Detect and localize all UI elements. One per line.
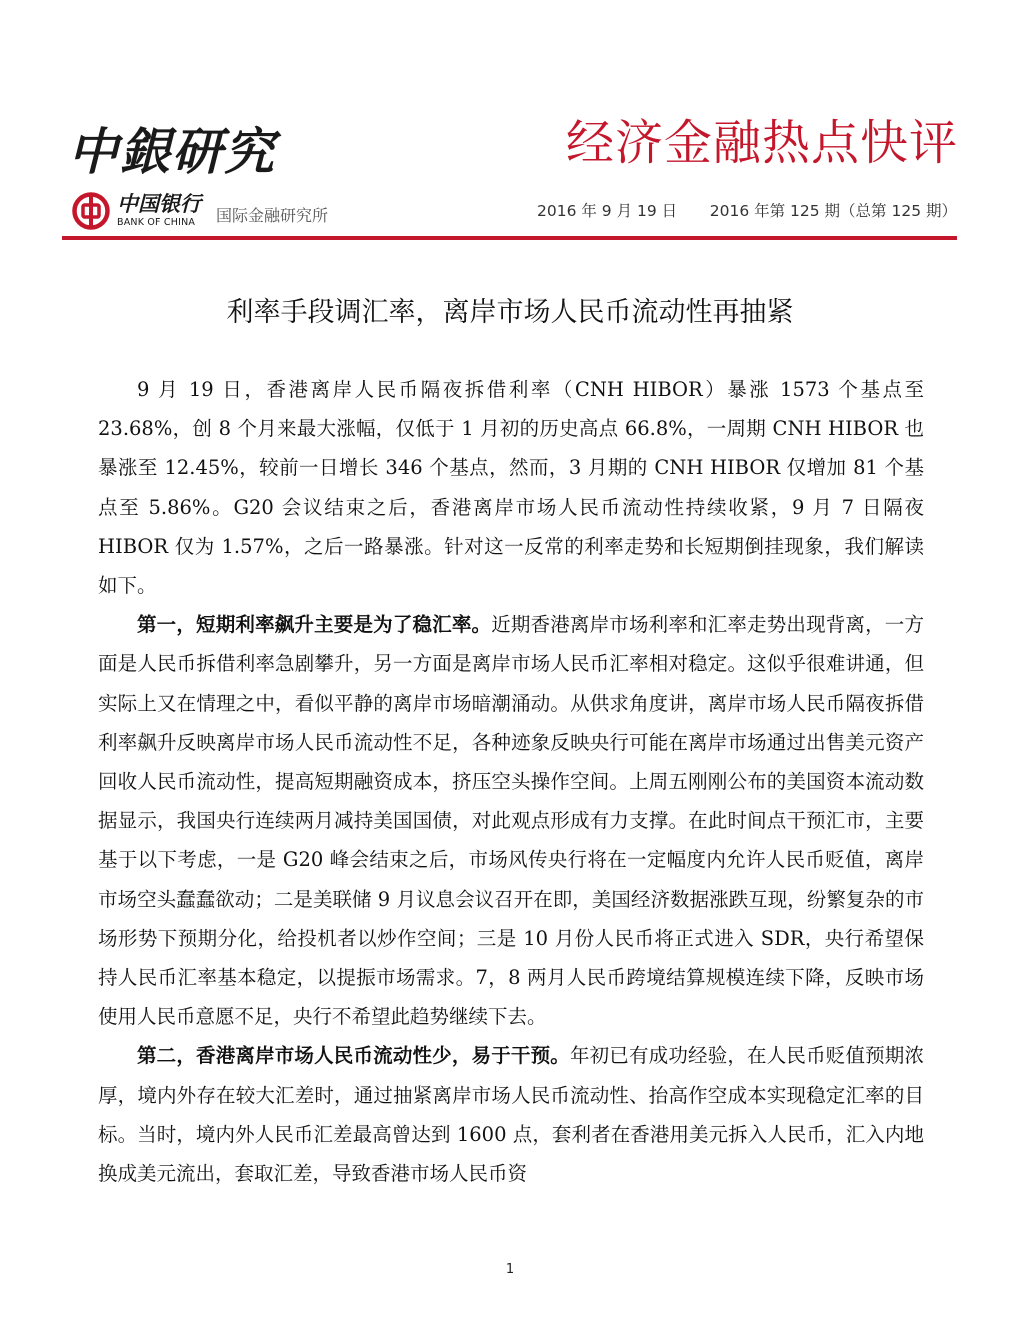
series-title: 经济金融热点快评	[565, 115, 958, 171]
issue-number: 2016 年第 125 期（总第 125 期）	[709, 202, 957, 220]
bank-name-cn: 中国银行	[117, 191, 201, 216]
paragraph-text: 年初已有成功经验，在人民币贬值预期浓厚，境内外存在较大汇差时，通过抽紧离岸市场人民币流动性、抬高作空成本实现稳定汇率的目标。当时，境内外人民币汇差最高曾达到 1600 点，套利者在香港用美元拆入人民币，汇入内地换成美元流出，套取汇差，导致香港市场人民币资	[98, 1044, 924, 1186]
page-number: 1	[505, 1262, 515, 1277]
header-divider	[62, 236, 957, 240]
paragraph-text: 9 月 19 日，香港离岸人民币隔夜拆借利率（CNH HIBOR）暴涨 1573 个基点至 23.68%，创 8 个月来最大涨幅，仅低于 1 月初的历史高点 66.8%，一周期 CNH HIBOR 也暴涨至 12.45%，较前一日增长 346 个基点，然而，3 月期的 CNH HIBOR 仅增加 81 个基点至 5.86%。G20 会议结束之后，香港离岸市场人民币流动性持续收紧，9 月 7 日隔夜 HIBOR 仅为 1.57%，之后一路暴涨。针对这一反常的利率走势和长短期倒挂现象，我们解读如下。	[98, 378, 924, 598]
bank-name-en: BANK OF CHINA	[117, 217, 196, 228]
bank-of-china-logo-icon	[72, 192, 110, 230]
paragraph-lead: 第二，香港离岸市场人民币流动性少，易于干预。	[137, 1044, 570, 1068]
masthead	[0, 0, 1020, 250]
article-body	[98, 370, 924, 1193]
institute-name: 国际金融研究所	[216, 206, 329, 225]
paragraph	[98, 1036, 924, 1193]
paragraph-text: 近期香港离岸市场利率和汇率走势出现背离，一方面是人民币拆借利率急剧攀升，另一方面是离岸市场人民币汇率相对稳定。这似乎很难讲通，但实际上又在情理之中，看似平静的离岸市场暗潮涌动。从供求角度讲，离岸市场人民币隔夜拆借利率飙升反映离岸市场人民币流动性不足，各种迹象反映央行可能在离岸市场通过出售美元资产回收人民币流动性，提高短期融资成本，挤压空头操作空间。上周五刚刚公布的美国资本流动数据显示，我国央行连续两月减持美国国债，对此观点形成有力支撑。在此时间点干预汇市，主要基于以下考虑，一是 G20 峰会结束之后，市场风传央行将在一定幅度内允许人民币贬值，离岸市场空头蠢蠢欲动；二是美联储 9 月议息会议召开在即，美国经济数据涨跌互现，纷繁复杂的市场形势下预期分化，给投机者以炒作空间；三是 10 月份人民币将正式进入 SDR，央行希望保持人民币汇率基本稳定，以提振市场需求。7，8 两月人民币跨境结算规模连续下降，反映市场使用人民币意愿不足，央行不希望此趋势继续下去。	[98, 613, 924, 1029]
issue-date: 2016 年 9 月 19 日	[537, 202, 678, 220]
paragraph	[98, 605, 924, 1036]
calligraphy-logo: 中銀研究	[68, 122, 276, 181]
paragraph	[98, 370, 924, 605]
article-headline: 利率手段调汇率，离岸市场人民币流动性再抽紧	[226, 297, 794, 328]
paragraph-lead: 第一，短期利率飙升主要是为了稳汇率。	[137, 613, 492, 637]
